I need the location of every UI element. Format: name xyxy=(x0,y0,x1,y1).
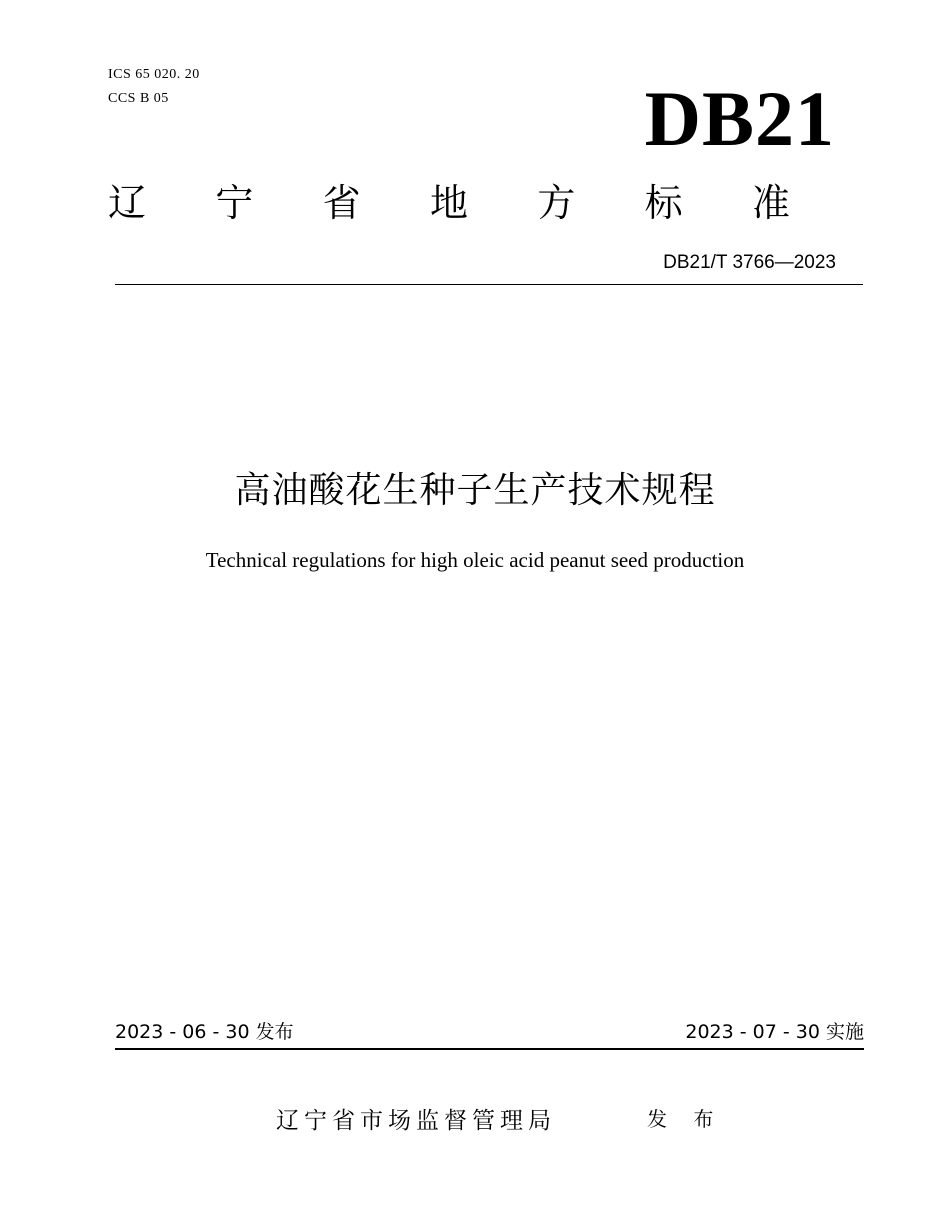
issue-date: 2023 - 06 - 30 发布 xyxy=(115,1021,294,1043)
standard-type-char: 省 xyxy=(322,181,361,225)
bottom-divider xyxy=(115,1048,864,1050)
standard-type-char: 方 xyxy=(537,181,576,225)
title-chinese: 高油酸花生种子生产技术规程 xyxy=(234,470,716,511)
standard-type-char: 准 xyxy=(751,181,790,225)
standard-logo: DB21 xyxy=(644,75,835,162)
standard-number: DB21/T 3766—2023 xyxy=(663,252,836,273)
standard-type-char: 辽 xyxy=(108,181,147,225)
standard-type-heading xyxy=(108,178,790,228)
top-divider xyxy=(115,284,863,285)
standard-type-char: 宁 xyxy=(215,181,254,225)
title-english: Technical regulations for high oleic acid peanut seed production xyxy=(205,548,745,572)
standard-type-char: 地 xyxy=(429,181,468,225)
implementation-date: 2023 - 07 - 30 实施 xyxy=(685,1021,864,1043)
ics-code: ICS 65 020. 20 xyxy=(108,67,200,82)
ccs-code: CCS B 05 xyxy=(108,91,169,106)
issuing-authority: 辽宁省市场监督管理局 xyxy=(276,1108,556,1134)
standard-type-char: 标 xyxy=(644,181,683,225)
issue-label: 发 布 xyxy=(647,1107,724,1131)
